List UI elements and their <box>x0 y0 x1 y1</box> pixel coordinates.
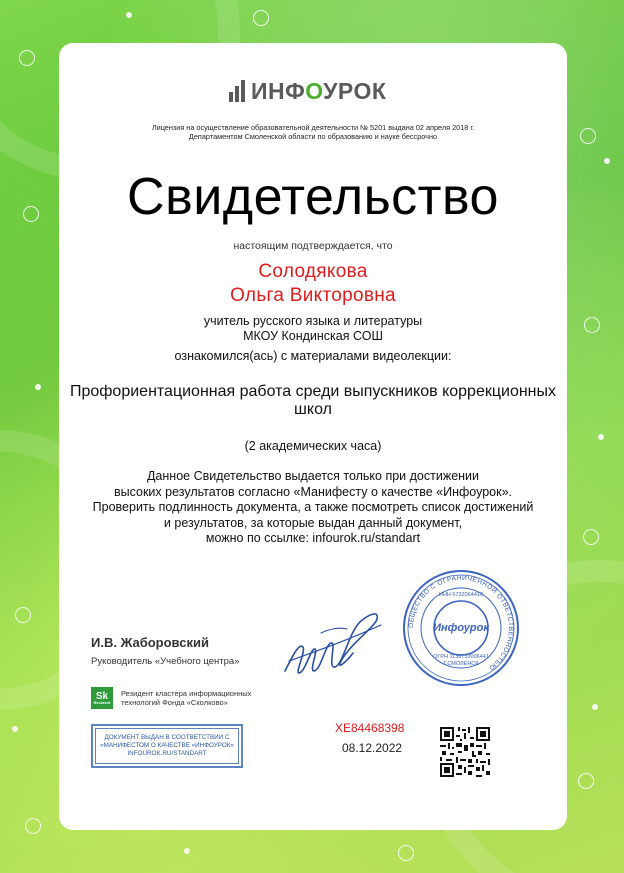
manifest-stamp-box: ДОКУМЕНТ ВЫДАН В СООТВЕТСТВИИ С «МАНИФЕСТОМ О КАЧЕСТВЕ «ИНФОУРОК» INFOUROK.RU/STANDART <box>91 724 243 768</box>
skolkovo-text: Резидент кластера информационных технологий Фонда «Сколково» <box>121 688 252 707</box>
certificate-card <box>59 43 567 830</box>
familiarized-text: ознакомился(ась) с материалами видеолекции: <box>174 349 452 363</box>
bg-circle <box>398 845 414 861</box>
signer-role: Руководитель «Учебного центра» <box>91 656 240 667</box>
license-text: Лицензия на осуществление образовательной деятельности № 5201 выдана 02 апреля 2018 г. Департаментом Смоленской области по образованию и науке бессрочно <box>151 123 475 141</box>
company-stamp <box>401 568 521 688</box>
bg-circle <box>25 818 41 834</box>
logo-text: ИНФОУРОК <box>251 77 387 104</box>
skolkovo-badge <box>91 687 251 709</box>
skolkovo-logo: Sk Resident <box>91 687 113 709</box>
course-title: Профориентационная работа среди выпускников коррекционных школ <box>69 383 557 418</box>
signer-name: И.В. Жаборовский <box>91 635 209 650</box>
confirm-text: настоящим подтверждается, что <box>233 240 393 252</box>
recipient-surname: Солодякова <box>258 261 368 282</box>
bg-dot <box>598 434 604 440</box>
qr-code-icon <box>438 725 492 779</box>
bg-dot <box>604 158 610 164</box>
recipient-position: учитель русского языка и литературы МКОУ Кондинская СОШ <box>203 314 423 343</box>
bg-circle <box>253 10 269 26</box>
authenticity-note: Данное Свидетельство выдается только при достижении высоких результатов согласно «Манифесту о качестве «Инфоурок». Проверить подлинность документа, а также посмотреть список достижений и результатов, за которые выдан данный документ, можно по ссылке: infourok.ru/standart <box>92 469 534 545</box>
issue-date: 08.12.2022 <box>342 741 403 755</box>
bg-dot <box>126 12 132 18</box>
bg-circle <box>583 529 599 545</box>
svg-text:Инфоурок: Инфоурок <box>433 622 489 634</box>
infourok-logo <box>229 77 399 105</box>
bg-circle <box>15 607 31 623</box>
recipient-given-names: Ольга Викторовна <box>230 285 396 306</box>
bg-dot <box>184 848 190 854</box>
certificate-title: Свидетельство <box>127 168 499 226</box>
handwritten-signature <box>281 603 391 683</box>
bg-dot <box>592 704 598 710</box>
logo-bars-icon <box>229 80 245 102</box>
svg-text:Г.СМОЛЕНСК: Г.СМОЛЕНСК <box>443 661 479 667</box>
document-code: ХЕ84468398 <box>335 721 405 735</box>
svg-text:ИНН 6732064410: ИНН 6732064410 <box>438 592 484 598</box>
course-hours: (2 академических часа) <box>244 439 382 453</box>
svg-text:ОГРН 1136733006441: ОГРН 1136733006441 <box>433 654 489 660</box>
signer-block <box>91 635 240 667</box>
bg-dot <box>12 726 18 732</box>
svg-text:ОБЩЕСТВО С ОГРАНИЧЕННОЙ ОТВЕТС: ОБЩЕСТВО С ОГРАНИЧЕННОЙ ОТВЕТСТВЕННОСТЬЮ <box>407 574 515 672</box>
bg-circle <box>580 128 596 144</box>
bg-dot <box>35 384 41 390</box>
bg-circle <box>19 50 35 66</box>
bg-circle <box>23 206 39 222</box>
bg-circle <box>584 317 600 333</box>
bg-circle <box>578 773 594 789</box>
